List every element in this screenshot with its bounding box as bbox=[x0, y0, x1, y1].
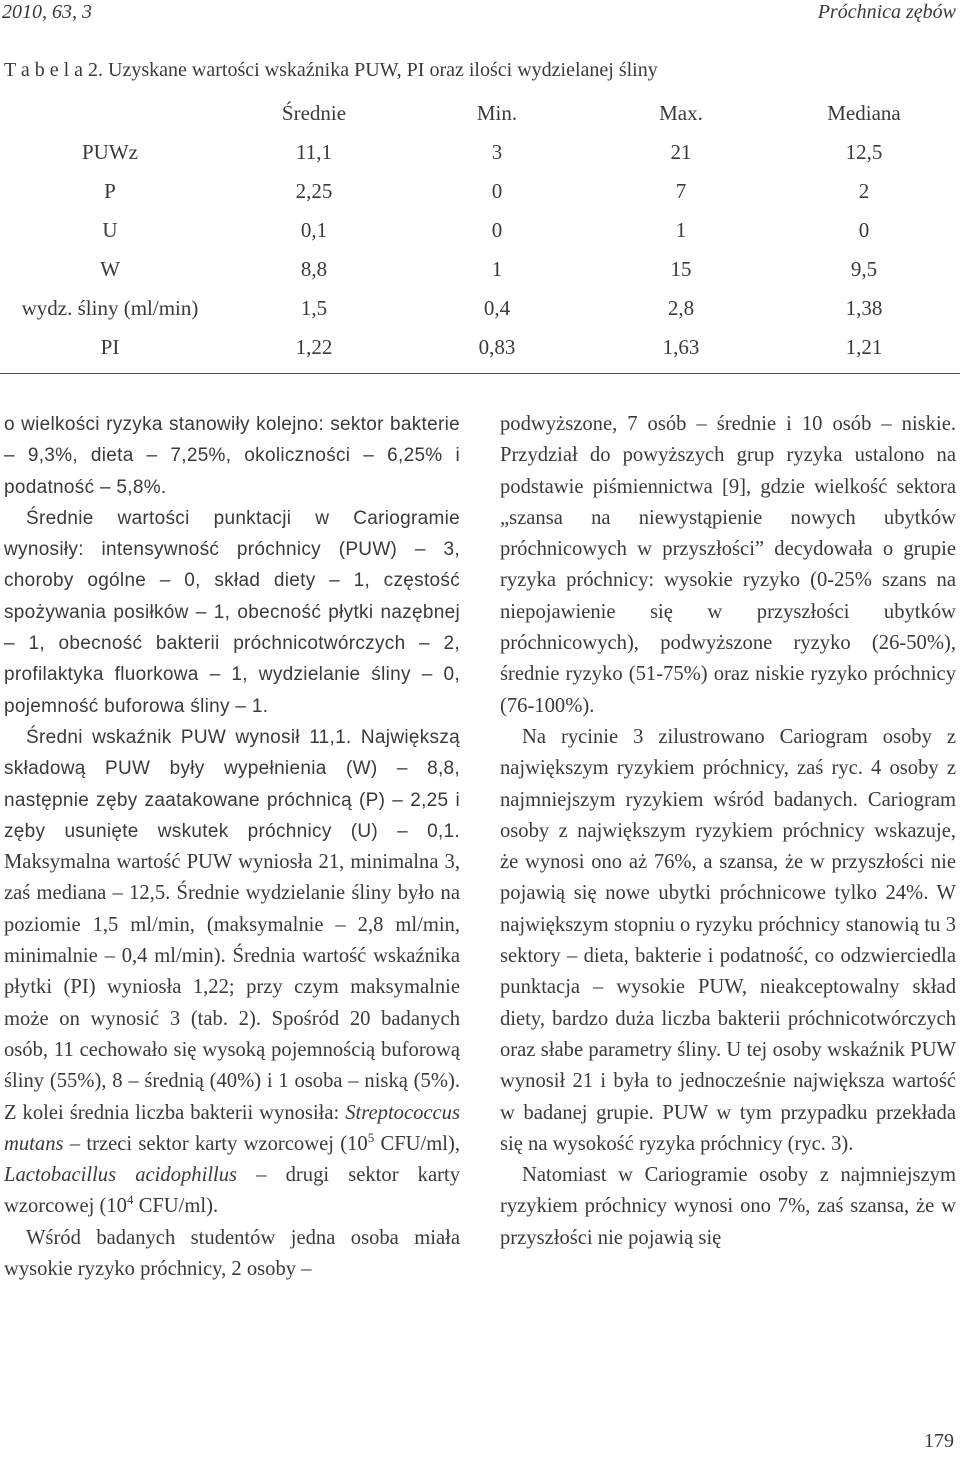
table-row bbox=[0, 290, 960, 329]
exponent: 4 bbox=[126, 1192, 134, 1208]
table-cell: 0,4 bbox=[483, 296, 511, 320]
table-cell: 2,25 bbox=[295, 179, 333, 203]
species-name: Streptococcus mutans bbox=[4, 1101, 460, 1155]
row-label: PUWz bbox=[82, 140, 138, 164]
running-title: Próchnica zębów bbox=[817, 1, 956, 23]
table-cell: 3 bbox=[491, 140, 503, 164]
text-run: CFU/ml). bbox=[133, 1195, 219, 1218]
page-number: 179 bbox=[924, 1430, 954, 1452]
text-run: CFU/ml), bbox=[374, 1132, 461, 1155]
table-cell: 0,1 bbox=[300, 218, 328, 242]
table-cell: 9,5 bbox=[850, 257, 878, 281]
table-caption: T a b e l a 2. Uzyskane wartości wskaźnika PUW, PI oraz ilości wydzielanej śliny bbox=[4, 59, 658, 81]
text-run: Maksymalna wartość PUW wyniosła 21, minimalna 3, zaś mediana – 12,5. Średnie wydzielanie śliny było na poziomie 1,5 ml/min, (maksymalnie – 2,8 ml/min, minimalnie – 0,4 ml/min). Średnia wartość wskaźnika płytki (PI) wyniosła 1,22; przy czym maksymalnie może on wynosić 3 (tab. 2). Spośród 20 badanych osób, 11 cechowało się wysoką pojemnością buforową śliny (55%), 8 – średnią (40%) i 1 osoba – niską (5%). Z kolei średnia liczba bakterii wynosiła: bbox=[4, 851, 460, 1124]
paragraph: podwyższone, 7 osób – średnie i 10 osób – niskie. Przydział do powyższych grup ryzyka ustalono na podstawie piśmiennictwa [9], gdzie wielkość sektora „szansa na niewystąpienie nowych ubytków próchnicowych w przyszłości” decydowała o grupie ryzyka próchnicy: wysokie ryzyko (0-25% szans na niepojawienie się w przyszłości ubytków próchnicowych), podwyższone ryzyko (26-50%), średnie ryzyko (51-75%) oraz niskie ryzyko próchnicy (76-100%). bbox=[500, 413, 956, 717]
paragraph: o wielkości ryzyka stanowiły kolejno: sektor bakterie – 9,3%, dieta – 7,25%, okoliczności – 6,25% i podatność – 5,8%. bbox=[4, 414, 460, 498]
paragraph: Wśród badanych studentów jedna osoba miała wysokie ryzyko próchnicy, 2 osoby – bbox=[4, 1226, 460, 1281]
column-header: Średnie bbox=[281, 101, 347, 125]
table-row bbox=[0, 212, 960, 251]
paragraph: Średnie wartości punktacji w Cariogramie wynosiły: intensywność próchnicy (PUW) – 3, choroby ogólne – 0, skład diety – 1, częstość spożywania posiłków – 1, obecność płytki nazębnej – 1, obecność bakterii próchnicotwórczych – 2, profilaktyka fluorkowa – 1, wydzielanie śliny – 0, pojemność buforowa śliny – 1. bbox=[4, 507, 460, 717]
table-cell: 0 bbox=[491, 179, 503, 203]
table-cell: 12,5 bbox=[845, 140, 883, 164]
row-label: P bbox=[104, 179, 116, 203]
right-text-column bbox=[500, 409, 956, 1254]
table-row bbox=[0, 173, 960, 212]
paragraph: Na rycinie 3 zilustrowano Cariogram osoby z największym ryzykiem próchnicy, zaś ryc. 4 osoby z najmniejszym ryzykiem wśród badanych. Cariogram osoby z największym ryzykiem próchnicy wskazuje, że wynosi ono aż 76%, a szansa, że w przyszłości nie pojawią się nowe ubytki próchnicowe tylko 24%. W największym stopniu o ryzyku próchnicy stanowią tu 3 sektory – dieta, bakterie i podatność, co odzwierciedla punktacja – wysokie PUW, nieakceptowalny skład diety, bardzo duża liczba bakterii próchnicotwórczych oraz słabe parametry śliny. U tej osoby wskaźnik PUW wynosił 21 i była to jednocześnie największa wartość w badanej grupie. PUW w tym przypadku przekłada się na wysokość ryzyka próchnicy (ryc. 3). bbox=[500, 725, 956, 1155]
row-label: W bbox=[100, 257, 120, 281]
table-row bbox=[0, 251, 960, 290]
table-cell: 0 bbox=[491, 218, 503, 242]
column-header: Max. bbox=[659, 101, 703, 125]
table-cell: 1,21 bbox=[845, 335, 883, 359]
table-row bbox=[0, 329, 960, 368]
table-cell: 11,1 bbox=[296, 140, 332, 164]
text-run: Średni wskaźnik PUW wynosił 11,1. Największą składową PUW były wypełnienia (W) – 8,8, następnie zęby zaatakowane próchnicą (P) – 2,25 i zęby usunięte wskutek próchnicy (U) – 0,1. bbox=[4, 726, 460, 842]
column-header: Min. bbox=[476, 101, 518, 125]
left-text-column bbox=[4, 409, 460, 1285]
table-cell: 0,83 bbox=[478, 335, 516, 359]
table-bottom-rule bbox=[0, 373, 960, 374]
text-run: – trzeci sektor karty wzorcowej (10 bbox=[63, 1132, 368, 1155]
exponent: 5 bbox=[367, 1129, 375, 1145]
column-header: Mediana bbox=[827, 101, 901, 125]
running-header bbox=[0, 0, 960, 28]
paragraph: Natomiast w Cariogramie osoby z najmniejszym ryzykiem próchnicy wynosi ono 7%, zaś szansa, że w przyszłości nie pojawią się bbox=[500, 1164, 956, 1249]
table-cell: 2,8 bbox=[667, 296, 695, 320]
species-name: Lactobacillus acidophillus bbox=[4, 1164, 238, 1187]
table-cell: 15 bbox=[670, 257, 692, 281]
table-cell: 1,38 bbox=[845, 296, 883, 320]
table-cell: 21 bbox=[670, 140, 692, 164]
table-cell: 1 bbox=[491, 257, 503, 281]
table-header-row bbox=[0, 95, 960, 134]
row-label: wydz. śliny (ml/min) bbox=[21, 296, 199, 320]
table-cell: 1,22 bbox=[295, 335, 333, 359]
text-run: – drugi sektor karty wzorcowej (10 bbox=[4, 1164, 460, 1218]
table-cell: 0 bbox=[858, 218, 870, 242]
table-cell: 1,63 bbox=[662, 335, 700, 359]
table-row bbox=[0, 134, 960, 173]
table-cell: 1,5 bbox=[300, 296, 328, 320]
table-cell: 2 bbox=[858, 179, 870, 203]
table-cell: 7 bbox=[675, 179, 687, 203]
row-label: U bbox=[102, 218, 118, 242]
paragraph bbox=[4, 722, 460, 1223]
row-label: PI bbox=[100, 335, 120, 359]
journal-issue: 2010, 63, 3 bbox=[2, 1, 92, 23]
table-cell: 1 bbox=[675, 218, 687, 242]
results-table bbox=[0, 95, 960, 368]
table-cell: 8,8 bbox=[300, 257, 328, 281]
